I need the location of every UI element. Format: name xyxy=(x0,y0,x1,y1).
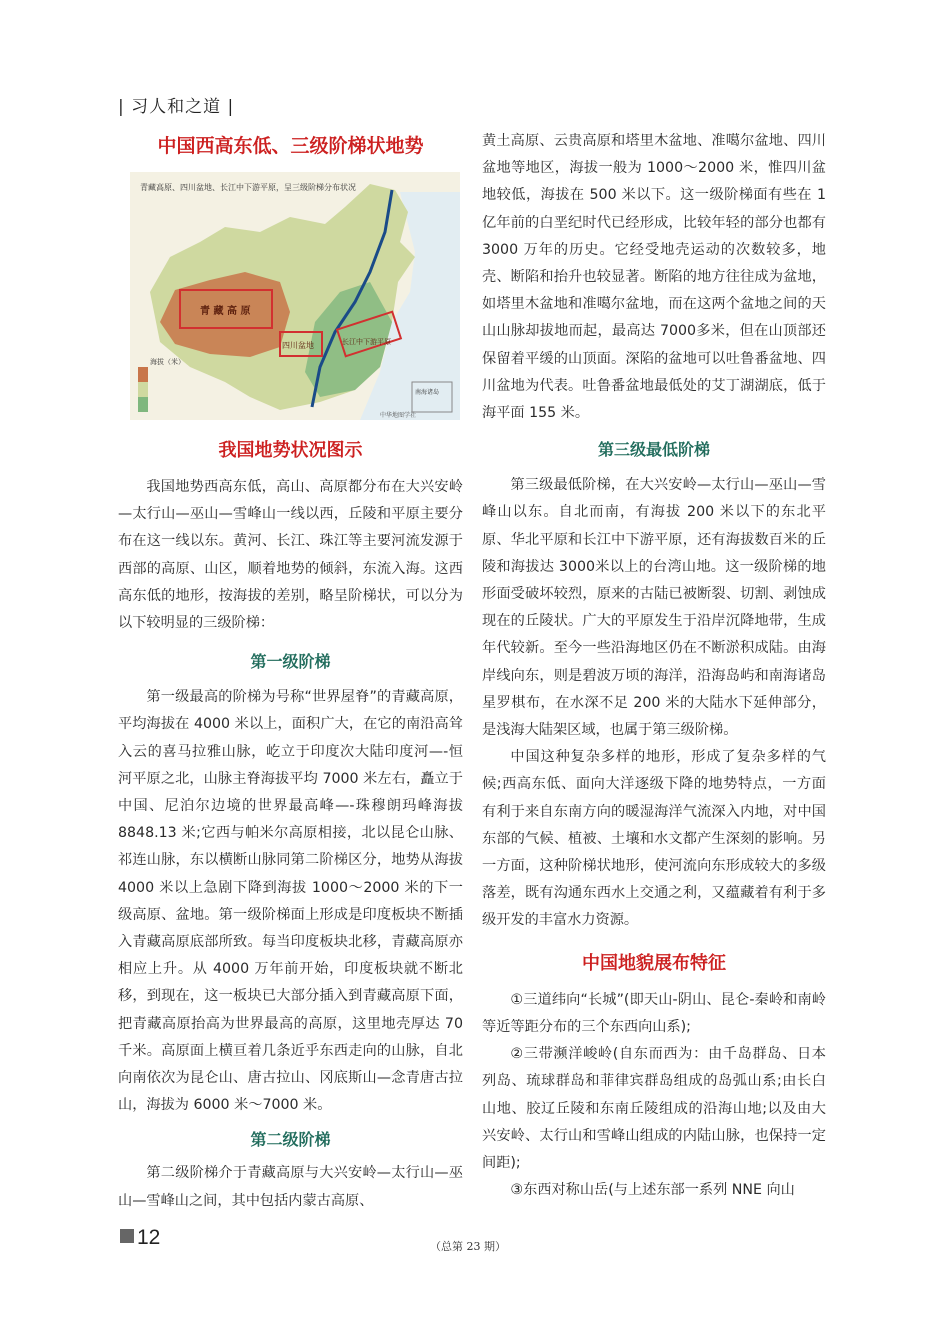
step3-paragraph: 第三级最低阶梯，在大兴安岭—太行山—巫山—雪峰山以东。自北而南，有海拔 200 米以下的东北平原、华北平原和长江中下游平原，还有海拔数百米的丘陵和海拔达 3000米以上的台湾山地。这一级阶梯的地形面受破坏较烈，原来的古陆已被断裂、切割、剥蚀成现在的丘陵状。广大的平原发生于沿岸沉降地带，生成年代较新。至今一些沿海地区仍在不断淤积成陆。由海岸线向东，则是碧波万顷的海洋，沿海岛屿和南海诸岛星罗棋布，在水深不足 200 米的大陆水下延伸部分，是浅海大陆架区域，也属于第三级阶梯。 xyxy=(482,477,826,739)
landform-item-2: ②三带濒洋峻岭(自东而西为：由千岛群岛、日本列岛、琉球群岛和菲律宾群岛组成的岛弧山系;由长白山地、胶辽丘陵和东南丘陵组成的沿海山地;以及由大兴安岭、太行山和雪峰山组成的内陆山脉，也保持一定间距); xyxy=(482,1046,826,1171)
map-caption: 青藏高原、四川盆地、长江中下游平原，呈三级阶梯分布状况 xyxy=(140,183,356,192)
step1-heading: 第一级阶梯 xyxy=(250,652,331,672)
column-header-tag: | 习人和之道 | xyxy=(118,97,235,117)
map-legend-label: 海拔（米） xyxy=(150,358,185,366)
page-number-marker xyxy=(120,1229,134,1243)
map-label-sichuan: 四川盆地 xyxy=(282,341,314,350)
step2-paragraph: 第二级阶梯介于青藏高原与大兴安岭—太行山—巫山—雪峰山之间，其中包括内蒙古高原、 xyxy=(118,1165,463,1209)
map-label-changjiang: 长江中下游平原 xyxy=(342,338,391,346)
left-column xyxy=(118,122,463,1215)
right-column xyxy=(482,128,826,1204)
page-number-value: 12 xyxy=(137,1226,161,1249)
map-title: 我国地势状况图示 xyxy=(218,440,363,461)
landform-item-3: ③东西对称山岳(与上述东部一系列 NNE 向山 xyxy=(510,1182,795,1199)
map-label-nanhai: 南海诸岛 xyxy=(415,389,440,396)
step3-heading: 第三级最低阶梯 xyxy=(597,440,710,460)
summary-paragraph: 中国这种复杂多样的地形，形成了复杂多样的气候;西高东低、面向大洋逐级下降的地势特点，一方面有利于来自东南方向的暖湿海洋气流深入内地，对中国东部的气候、植被、土壤和水文都产生深刻的影响。另一方面，这种阶梯状地形，使河流向东形成较大的多级落差，既有沟通东西水上交通之利，又蕴藏着有利于多级开发的丰富水力资源。 xyxy=(482,749,826,929)
issue-label: （总第 23 期） xyxy=(430,1240,506,1253)
terrain-map-figure xyxy=(130,172,460,420)
page-number xyxy=(120,1226,160,1250)
map-source-label: 中华地图学社 xyxy=(380,412,417,419)
landform-heading: 中国地貌展布特征 xyxy=(582,952,726,974)
intro-paragraph: 我国地势西高东低，高山、高原都分布在大兴安岭—太行山—巫山—雪峰山一线以西，丘陵和平原主要分布在这一线以东。黄河、长江、珠江等主要河流发源于西部的高原、山区，顺着地势的倾斜，东流入海。这西高东低的地形，按海拔的差别，略呈阶梯状，可以分为以下较明显的三级阶梯： xyxy=(118,479,463,632)
step1-paragraph: 第一级最高的阶梯为号称“世界屋脊”的青藏高原，平均海拔在 4000 米以上，面积广大，在它的南沿高耸入云的喜马拉雅山脉，屹立于印度次大陆印度河—-恒河平原之北，山脉主脊海拔平均 7000 米左右，矗立于中国、尼泊尔边境的世界最高峰—-珠穆朗玛峰海拔 8848.13 米;它西与帕米尔高原相接，北以昆仑山脉、祁连山脉，东以横断山脉同第二阶梯区分，地势从海拔 4000 米以上急剧下降到海拔 1000～2000 米的下一级高原、盆地。第一级阶梯面上形成是印度板块不断插入青藏高原底部所致。每当印度板块北移，青藏高原亦相应上升。从 4000 万年前开始，印度板块就不断北移，到现在，这一板块已大部分插入到青藏高原下面，把青藏高原抬高为世界最高的高原，这里地壳厚达 70 千米。高原面上横亘着几条近乎东西走向的山脉，自北向南依次为昆仑山、唐古拉山、冈底斯山—念青唐古拉山，海拔为 6000 米～7000 米。 xyxy=(118,689,463,1114)
map-label-qingzang: 青 藏 高 原 xyxy=(200,306,251,317)
step2-paragraph-continued: 黄土高原、云贵高原和塔里木盆地、准噶尔盆地、四川盆地等地区，海拔一般为 1000～2000 米，惟四川盆地较低，海拔在 500 米以下。这一级阶梯面有些在 1 亿年前的白垩纪时代已经形成，比较年轻的部分也都有 3000 万年的历史。它经受地壳运动的次数较多，地壳、断陷和抬升也较显著。断陷的地方往往成为盆地，如塔里木盆地和准噶尔盆地，而在这两个盆地之间的天山山脉却拔地而起，最高达 7000多米，但在山顶部还保留着平缓的山顶面。深陷的盆地可以吐鲁番盆地、四川盆地为代表。吐鲁番盆地最低处的艾丁湖湖底，低于海平面 155 米。 xyxy=(482,133,826,422)
china-terrain-map xyxy=(130,172,460,420)
landform-item-1: ①三道纬向“长城”(即天山-阴山、昆仑-秦岭和南岭等近等距分布的三个东西向山系); xyxy=(482,991,826,1035)
step2-heading: 第二级阶梯 xyxy=(250,1130,331,1150)
article-title: 中国西高东低、三级阶梯状地势 xyxy=(157,135,424,157)
